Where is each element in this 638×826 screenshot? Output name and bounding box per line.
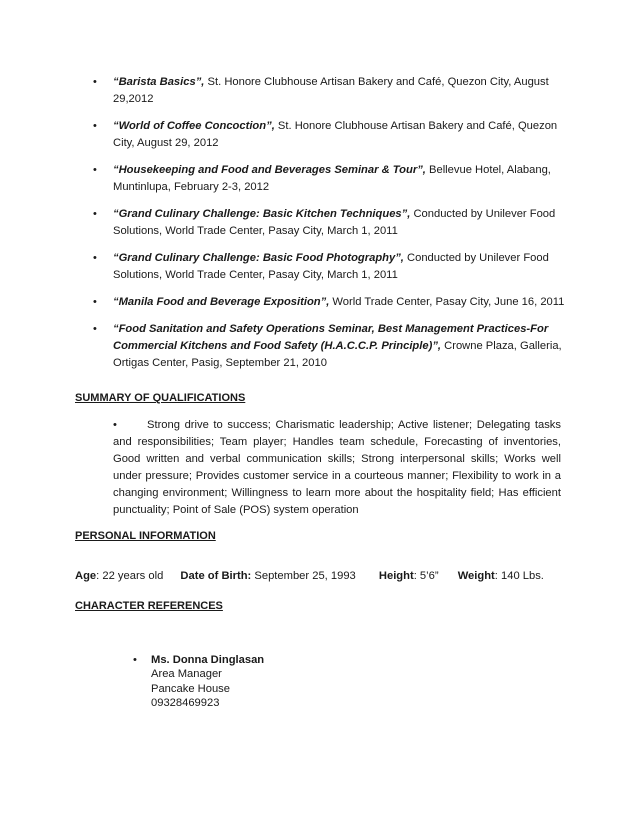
reference-company: Pancake House xyxy=(151,682,230,695)
bullet-icon: • xyxy=(113,419,117,431)
seminar-title: “Housekeeping and Food and Beverages Seminar & Tour”, xyxy=(113,164,426,176)
seminar-detail: Conducted by Unilever Food Solutions, World Trade Center, Pasay City, March 1, 2011 xyxy=(113,208,556,237)
seminar-title: “Manila Food and Beverage Exposition”, xyxy=(113,296,330,308)
reference-item xyxy=(133,653,264,710)
bullet-icon: • xyxy=(133,654,137,666)
list-item xyxy=(0,118,638,152)
personal-info-row xyxy=(75,570,544,582)
seminar-detail: Conducted by Unilever Food Solutions, World Trade Center, Pasay City, March 1, 2011 xyxy=(113,252,549,281)
list-item xyxy=(0,250,638,284)
list-item xyxy=(0,206,638,240)
bullet-icon: • xyxy=(93,296,97,308)
bullet-icon: • xyxy=(93,323,97,335)
seminar-title: “World of Coffee Concoction”, xyxy=(113,120,275,132)
reference-position: Area Manager xyxy=(151,668,222,681)
dob-value: September 25, 1993 xyxy=(251,570,356,582)
age-label: Age xyxy=(75,570,97,582)
summary-heading: SUMMARY OF QUALIFICATIONS xyxy=(75,392,246,404)
bullet-icon: • xyxy=(93,208,97,220)
seminar-title: “Grand Culinary Challenge: Basic Food Photography”, xyxy=(113,252,404,264)
qualifications-text: Strong drive to success; Charismatic leadership; Active listener; Delegating tasks and responsibilities; Team player; Handles team schedule, Forecasting of inventories, Good written and verbal communication skills; Strong interpersonal skills; Works well under pressure; Provides customer service in a courteous manner; Flexibility to work in a changing environment; Willingness to learn more about the hospitality field; Has efficient punctuality; Point of Sale (POS) system operation xyxy=(113,419,561,516)
bullet-icon: • xyxy=(93,164,97,176)
seminar-title: “Food Sanitation and Safety Operations Seminar, Best Management Practices-For Commercial Kitchens and Food Safety (H.A.C.C.P. Principle)”, xyxy=(113,323,549,352)
personal-heading: PERSONAL INFORMATION xyxy=(75,530,216,542)
reference-name: Ms. Donna Dinglasan xyxy=(151,654,265,666)
qualifications-paragraph xyxy=(113,417,561,519)
seminar-detail: World Trade Center, Pasay City, June 16, 2011 xyxy=(329,296,565,308)
bullet-icon: • xyxy=(93,76,97,88)
seminar-title: “Grand Culinary Challenge: Basic Kitchen Techniques”, xyxy=(113,208,411,220)
bullet-icon: • xyxy=(93,252,97,264)
list-item xyxy=(0,294,638,311)
list-item xyxy=(0,162,638,196)
bullet-icon: • xyxy=(93,120,97,132)
list-item xyxy=(0,321,638,372)
height-value: : 5’6” xyxy=(413,570,439,582)
seminar-list xyxy=(0,74,638,382)
dob-label: Date of Birth: xyxy=(180,570,252,582)
height-label: Height xyxy=(378,570,414,582)
seminar-title: “Barista Basics”, xyxy=(113,76,205,88)
reference-phone: 09328469923 xyxy=(151,696,220,709)
weight-value: : 140 Lbs. xyxy=(494,570,544,582)
seminar-detail: St. Honore Clubhouse Artisan Bakery and Café, Quezon City, August 29, 2012 xyxy=(113,120,558,149)
age-value: : 22 years old xyxy=(96,570,164,582)
seminar-detail: St. Honore Clubhouse Artisan Bakery and Café, Quezon City, August 29,2012 xyxy=(113,76,549,105)
weight-label: Weight xyxy=(457,570,495,582)
list-item xyxy=(0,74,638,108)
references-heading: CHARACTER REFERENCES xyxy=(75,600,223,612)
seminar-detail: Bellevue Hotel, Alabang, Muntinlupa, February 2-3, 2012 xyxy=(113,164,551,193)
seminar-detail: Crowne Plaza, Galleria, Ortigas Center, Pasig, September 21, 2010 xyxy=(113,340,562,369)
